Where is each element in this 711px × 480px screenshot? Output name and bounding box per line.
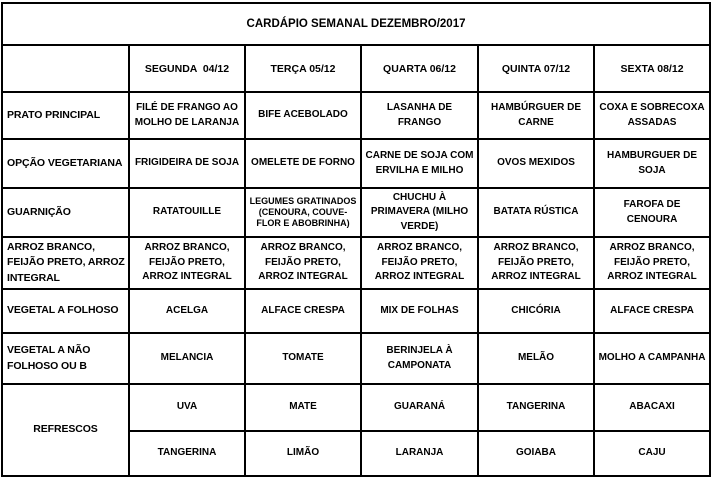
header-row — [2, 45, 710, 92]
menu-cell: LEGUMES GRATINADOS (CENOURA, COUVE-FLOR E ABOBRINHA) — [245, 188, 361, 237]
menu-cell: ARROZ BRANCO, FEIJÃO PRETO, ARROZ INTEGRAL — [361, 237, 478, 289]
menu-cell: ALFACE CRESPA — [594, 289, 710, 333]
menu-cell: ABACAXI — [594, 384, 710, 431]
menu-cell: LASANHA DE FRANGO — [361, 92, 478, 139]
row-label-opcao-vegetariana: OPÇÃO VEGETARIANA — [2, 139, 129, 188]
day-header-quarta: QUARTA 06/12 — [361, 45, 478, 92]
menu-cell: FRIGIDEIRA DE SOJA — [129, 139, 245, 188]
menu-cell: ARROZ BRANCO, FEIJÃO PRETO, ARROZ INTEGRAL — [478, 237, 594, 289]
menu-cell: BIFE ACEBOLADO — [245, 92, 361, 139]
menu-title: CARDÁPIO SEMANAL DEZEMBRO/2017 — [2, 3, 710, 45]
day-header-quinta: QUINTA 07/12 — [478, 45, 594, 92]
menu-cell: FILÉ DE FRANGO AO MOLHO DE LARANJA — [129, 92, 245, 139]
menu-cell: OVOS MEXIDOS — [478, 139, 594, 188]
corner-empty-cell — [2, 45, 129, 92]
day-header-segunda: SEGUNDA 04/12 — [129, 45, 245, 92]
row-label-refrescos: REFRESCOS — [2, 384, 129, 476]
table-row — [2, 188, 710, 237]
menu-cell: COXA E SOBRECOXA ASSADAS — [594, 92, 710, 139]
menu-cell: GOIABA — [478, 431, 594, 476]
menu-cell: GUARANÁ — [361, 384, 478, 431]
menu-cell: CARNE DE SOJA COM ERVILHA E MILHO — [361, 139, 478, 188]
menu-cell: OMELETE DE FORNO — [245, 139, 361, 188]
row-label-vegetal-nao-folhoso: VEGETAL A NÃO FOLHOSO OU B — [2, 333, 129, 384]
day-header-sexta: SEXTA 08/12 — [594, 45, 710, 92]
menu-cell: LIMÃO — [245, 431, 361, 476]
table-row — [2, 139, 710, 188]
menu-cell: LARANJA — [361, 431, 478, 476]
menu-cell: ARROZ BRANCO, FEIJÃO PRETO, ARROZ INTEGRAL — [594, 237, 710, 289]
menu-cell: HAMBURGUER DE SOJA — [594, 139, 710, 188]
menu-cell: MIX DE FOLHAS — [361, 289, 478, 333]
menu-cell: CAJU — [594, 431, 710, 476]
row-label-prato-principal: PRATO PRINCIPAL — [2, 92, 129, 139]
menu-cell: ALFACE CRESPA — [245, 289, 361, 333]
table-row — [2, 237, 710, 289]
title-row — [2, 3, 710, 45]
menu-cell: CHUCHU À PRIMAVERA (MILHO VERDE) — [361, 188, 478, 237]
menu-cell: CHICÓRIA — [478, 289, 594, 333]
row-label-arroz-feijao: ARROZ BRANCO, FEIJÃO PRETO, ARROZ INTEGRAL — [2, 237, 129, 289]
menu-cell: TOMATE — [245, 333, 361, 384]
menu-cell: MATE — [245, 384, 361, 431]
menu-cell: BATATA RÚSTICA — [478, 188, 594, 237]
table-row — [2, 384, 710, 431]
menu-cell: BERINJELA À CAMPONATA — [361, 333, 478, 384]
table-row — [2, 333, 710, 384]
menu-cell: ARROZ BRANCO, FEIJÃO PRETO, ARROZ INTEGRAL — [245, 237, 361, 289]
menu-cell: HAMBÚRGUER DE CARNE — [478, 92, 594, 139]
menu-cell: MOLHO A CAMPANHA — [594, 333, 710, 384]
menu-cell: MELÃO — [478, 333, 594, 384]
menu-cell: ARROZ BRANCO, FEIJÃO PRETO, ARROZ INTEGRAL — [129, 237, 245, 289]
row-label-vegetal-folhoso: VEGETAL A FOLHOSO — [2, 289, 129, 333]
menu-cell: TANGERINA — [129, 431, 245, 476]
table-row — [2, 289, 710, 333]
menu-cell: RATATOUILLE — [129, 188, 245, 237]
menu-cell: ACELGA — [129, 289, 245, 333]
menu-cell: UVA — [129, 384, 245, 431]
weekly-menu-table — [1, 2, 711, 477]
row-label-guarnicao: GUARNIÇÃO — [2, 188, 129, 237]
day-header-terca: TERÇA 05/12 — [245, 45, 361, 92]
menu-cell: TANGERINA — [478, 384, 594, 431]
menu-cell: MELANCIA — [129, 333, 245, 384]
table-row — [2, 92, 710, 139]
menu-cell: FAROFA DE CENOURA — [594, 188, 710, 237]
